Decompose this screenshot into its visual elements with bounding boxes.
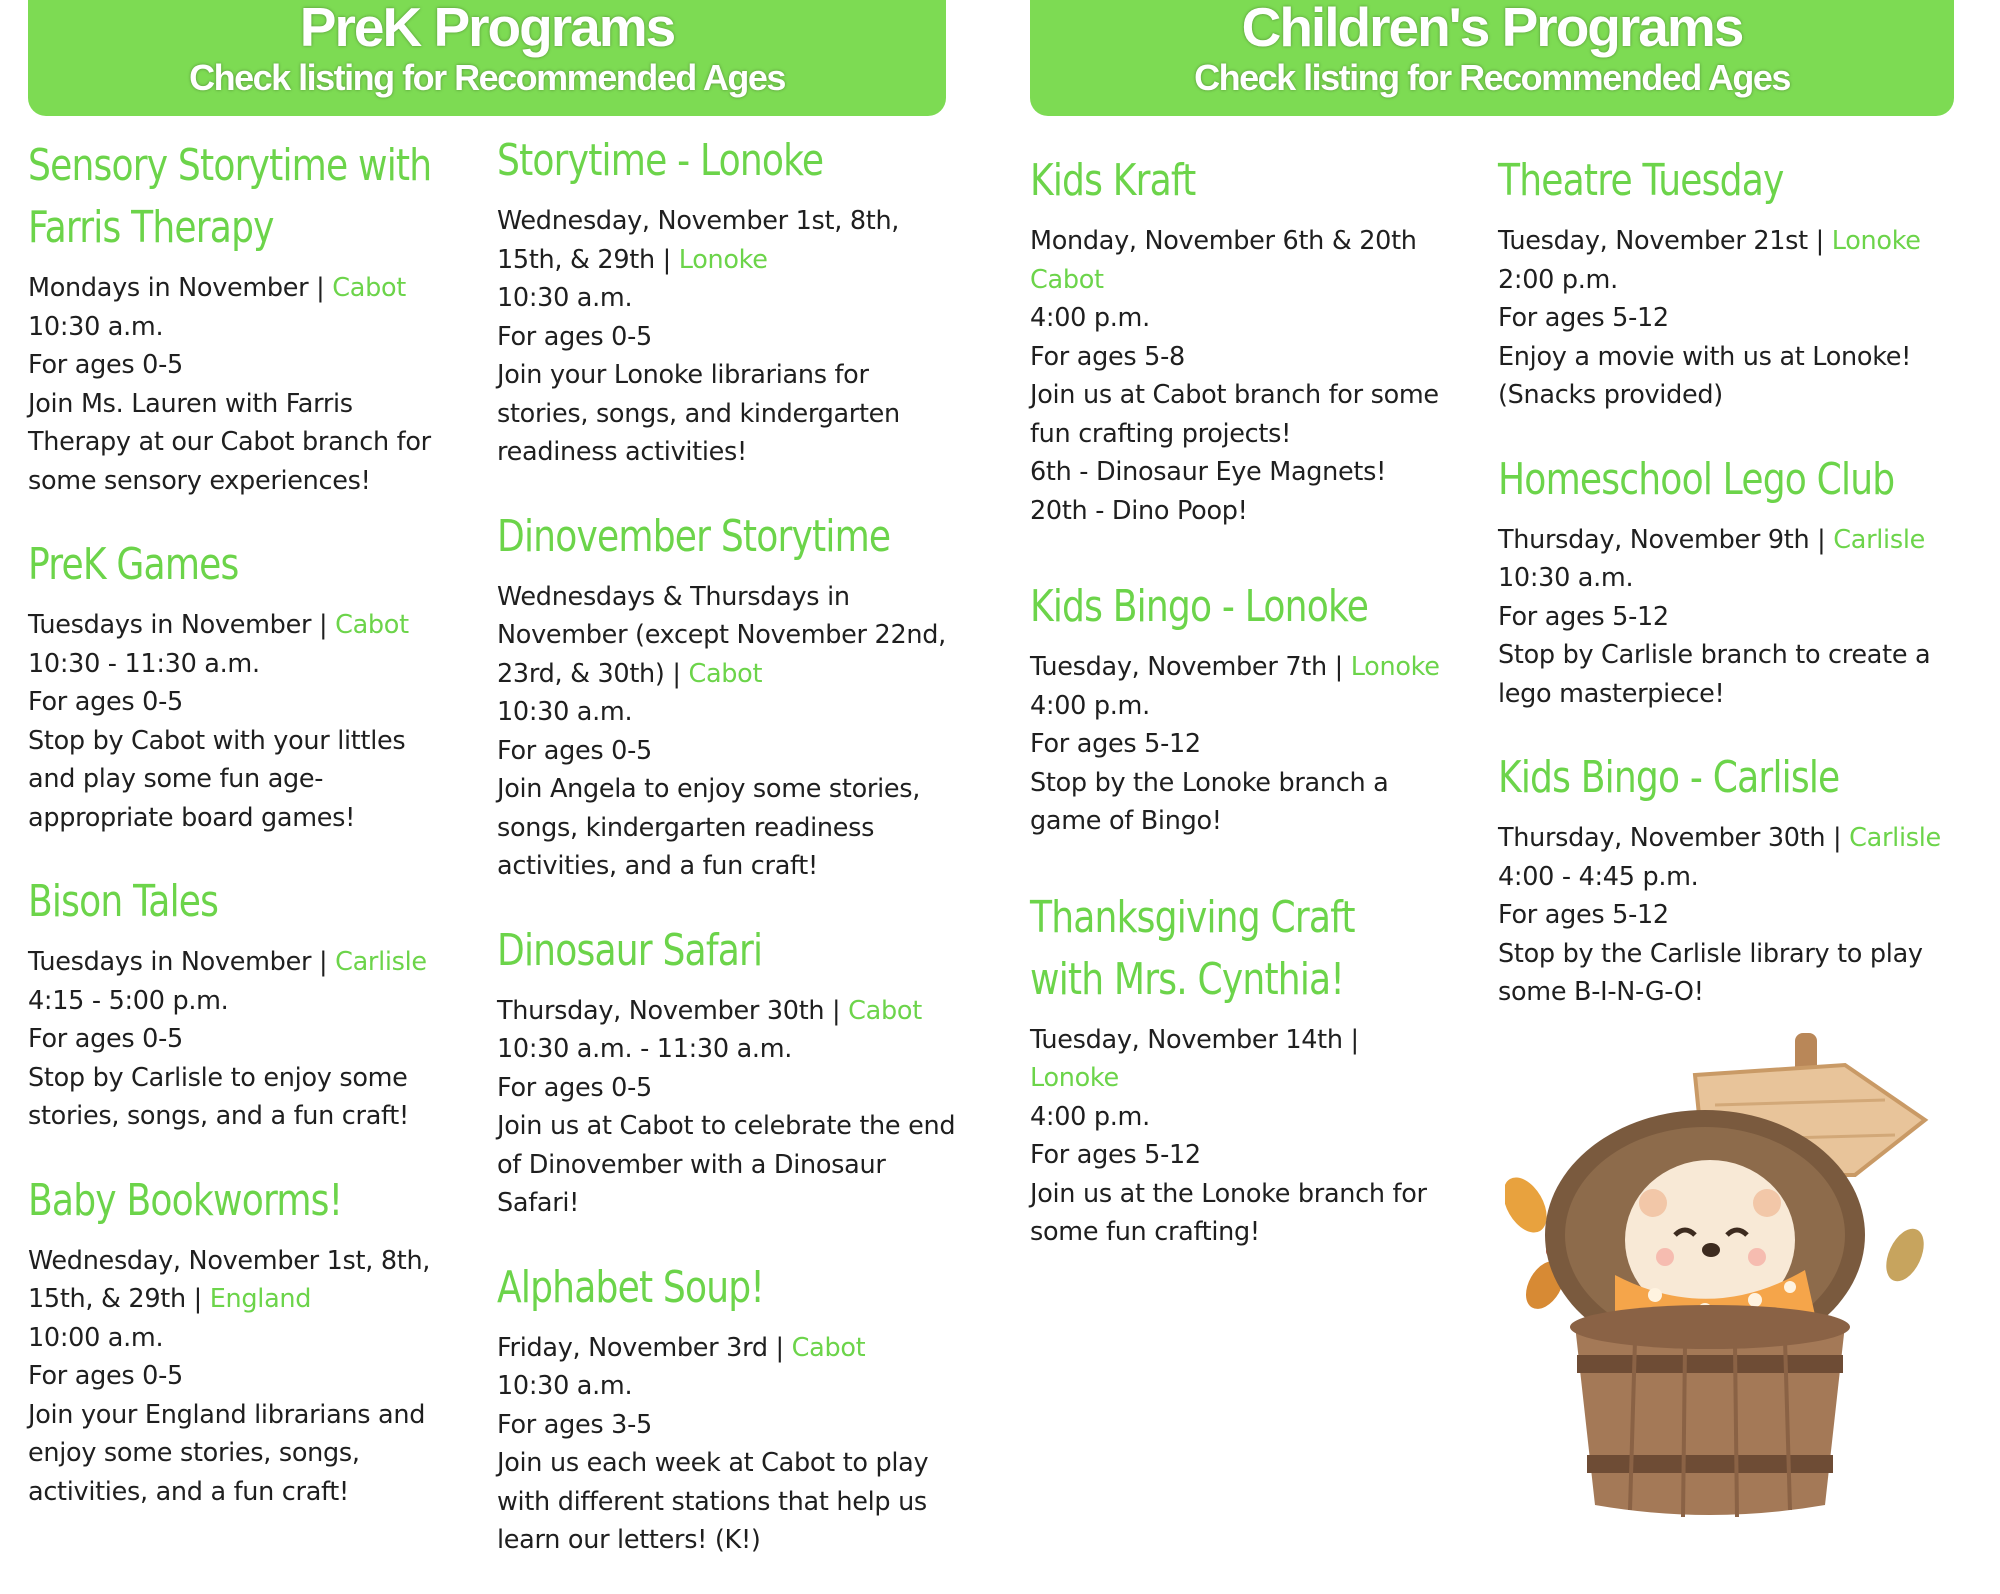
prek-column-left [28, 135, 458, 1545]
program-bison-tales [28, 871, 458, 1136]
program-date [28, 606, 458, 645]
children-banner-title: Children's Programs [1241, 0, 1743, 58]
program-title: PreK Games [28, 539, 239, 590]
program-title: Kids Bingo - Carlisle [1498, 752, 1840, 803]
program-when: Tuesdays in November | [28, 947, 328, 977]
program-ages: For ages 5-12 [1498, 601, 1669, 632]
program-description: Join us at the Lonoke branch for some fun crafting! [1030, 1178, 1427, 1247]
program-ages: For ages 0-5 [28, 1361, 183, 1391]
program-prek-games [28, 534, 458, 837]
program-ages: For ages 0-5 [28, 687, 183, 717]
program-when: Mondays in November | [28, 273, 325, 303]
children-banner [1030, 0, 1954, 116]
program-location: Carlisle [1833, 524, 1925, 555]
program-when: Thursday, November 30th | [497, 995, 841, 1026]
program-ages: For ages 0-5 [28, 1024, 183, 1054]
program-title: Dinovember Storytime [497, 510, 891, 562]
children-column-right [1498, 150, 1968, 1046]
program-ages: For ages 5-8 [1030, 341, 1185, 372]
program-description: Join us each week at Cabot to play with different stations that help us learn our letters! (K!) [497, 1448, 929, 1555]
program-sensory-storytime [28, 135, 458, 500]
program-baby-bookworms [28, 1170, 458, 1512]
program-detail: 20th - Dino Poop! [1030, 495, 1248, 526]
program-date [497, 992, 957, 1031]
program-description: Join your Lonoke librarians for stories, songs, and kindergarten readiness activities! [497, 360, 900, 467]
program-description: Stop by the Lonoke branch a game of Bingo! [1030, 767, 1389, 836]
program-description: Stop by the Carlisle library to play some B-I-N-G-O! [1498, 938, 1923, 1007]
program-title: Sensory Storytime with Farris Therapy [28, 140, 432, 253]
program-ages: For ages 5-12 [1030, 1140, 1201, 1170]
program-location: Cabot [335, 610, 409, 640]
prek-banner-subtitle: Check listing for Recommended Ages [189, 57, 785, 98]
program-location: England [209, 1284, 312, 1314]
program-title: Dinosaur Safari [497, 924, 763, 976]
prek-banner-title: PreK Programs [299, 0, 675, 58]
program-kids-bingo-carlisle [1498, 747, 1968, 1012]
program-title: Baby Bookworms! [28, 1174, 343, 1226]
program-time: 10:30 - 11:30 a.m. [28, 648, 260, 679]
prek-banner [28, 0, 946, 116]
program-date [497, 1329, 957, 1368]
program-date [1498, 819, 1968, 858]
program-title: Thanksgiving Craft with Mrs. Cynthia! [1030, 891, 1355, 1005]
program-when: Wednesday, November 1st, 8th, 15th, & 29th | [28, 1245, 431, 1314]
program-kids-bingo-lonoke [1030, 576, 1460, 841]
program-location: Carlisle [1849, 823, 1941, 853]
program-when: Tuesday, November 7th | [1030, 652, 1343, 682]
children-banner-subtitle: Check listing for Recommended Ages [1194, 57, 1790, 98]
program-detail: 6th - Dinosaur Eye Magnets! [1030, 457, 1387, 487]
program-date [1498, 521, 1968, 560]
program-location: Lonoke [678, 244, 768, 275]
program-date: Monday, November 6th & 20th [1030, 226, 1417, 256]
program-when: Tuesday, November 14th | [1030, 1024, 1359, 1055]
program-location: Cabot [332, 273, 406, 303]
program-description: Join Ms. Lauren with Farris Therapy at our Cabot branch for some sensory experiences! [28, 388, 431, 496]
program-when: Wednesdays & Thursdays in November (except November 22nd, 23rd, & 30th) | [497, 581, 946, 689]
program-time: 10:30 a.m. [1498, 563, 1634, 593]
program-description: Join your England librarians and enjoy some stories, songs, activities, and a fun craft! [28, 1399, 426, 1507]
program-description: Join us at Cabot branch for some fun crafting projects! [1030, 380, 1439, 449]
program-dinovember-storytime [497, 506, 957, 886]
program-location: Lonoke [1030, 1063, 1119, 1093]
program-location: Cabot [848, 995, 922, 1026]
program-ages: For ages 5-12 [1030, 729, 1201, 759]
program-time: 10:30 a.m. [497, 697, 633, 727]
program-time: 10:30 a.m. - 11:30 a.m. [497, 1034, 793, 1064]
program-location: Lonoke [1350, 652, 1440, 682]
program-ages: For ages 0-5 [28, 350, 183, 380]
program-ages: For ages 0-5 [497, 735, 652, 766]
program-date [28, 943, 458, 982]
program-date [1030, 1021, 1430, 1098]
program-when: Tuesdays in November | [28, 610, 328, 640]
program-description: Join Angela to enjoy some stories, songs, kindergarten readiness activities, and a fun craft! [497, 774, 921, 881]
program-alphabet-soup [497, 1257, 957, 1560]
program-description: Enjoy a movie with us at Lonoke! (Snacks provided) [1498, 341, 1912, 410]
program-title: Homeschool Lego Club [1498, 453, 1895, 505]
program-homeschool-lego-club [1498, 449, 1968, 714]
program-date [1498, 222, 1968, 261]
program-time: 10:30 a.m. [497, 283, 633, 313]
program-title: Theatre Tuesday [1498, 155, 1784, 206]
program-theatre-tuesday [1498, 150, 1968, 415]
program-title: Bison Tales [28, 876, 219, 927]
program-thanksgiving-craft [1030, 887, 1430, 1252]
hedgehog-barrel-illustration [1505, 1025, 1945, 1525]
program-time: 10:30 a.m. [28, 311, 164, 342]
program-location: Cabot [1030, 264, 1104, 295]
program-location: Cabot [688, 658, 763, 689]
program-ages: For ages 5-12 [1498, 303, 1669, 333]
program-time: 10:00 a.m. [28, 1322, 164, 1353]
barrel-icon [1575, 1325, 1845, 1515]
program-date [1030, 648, 1460, 687]
program-when: Thursday, November 30th | [1498, 823, 1842, 853]
program-location: Carlisle [335, 947, 427, 977]
program-ages: For ages 0-5 [497, 321, 652, 352]
program-storytime-lonoke [497, 130, 957, 472]
prek-column-right [497, 130, 957, 1594]
program-title: Kids Kraft [1030, 155, 1196, 206]
program-time: 4:00 p.m. [1030, 1101, 1150, 1132]
program-when: Thursday, November 9th | [1498, 524, 1826, 555]
program-time: 2:00 p.m. [1498, 264, 1618, 295]
program-ages: For ages 5-12 [1498, 900, 1669, 930]
program-date [28, 1242, 458, 1319]
program-title: Storytime - Lonoke [497, 135, 824, 186]
program-time: 4:00 - 4:45 p.m. [1498, 861, 1699, 892]
children-column-left [1030, 150, 1460, 1286]
program-location: Cabot [791, 1332, 866, 1363]
leaf-icon [1879, 1223, 1932, 1287]
program-time: 4:00 p.m. [1030, 690, 1150, 721]
program-time: 4:15 - 5:00 p.m. [28, 985, 229, 1016]
program-time: 10:30 a.m. [497, 1371, 633, 1401]
program-title: Alphabet Soup! [497, 1261, 765, 1313]
program-description: Stop by Cabot with your littles and play some fun age-appropriate board games! [28, 725, 406, 833]
program-date [497, 202, 957, 279]
program-dinosaur-safari [497, 920, 957, 1223]
program-when: Wednesday, November 1st, 8th, 15th, & 29th | [497, 206, 900, 275]
program-kids-kraft [1030, 150, 1460, 530]
program-location: Lonoke [1831, 226, 1921, 256]
program-description: Stop by Carlisle branch to create a lego masterpiece! [1498, 640, 1931, 709]
program-ages: For ages 0-5 [497, 1072, 652, 1103]
program-when: Tuesday, November 21st | [1498, 226, 1824, 256]
program-date [497, 578, 957, 694]
program-description: Join us at Cabot to celebrate the end of Dinovember with a Dinosaur Safari! [497, 1111, 956, 1218]
program-when: Friday, November 3rd | [497, 1332, 784, 1363]
program-date [28, 269, 458, 308]
program-time: 4:00 p.m. [1030, 303, 1150, 333]
program-ages: For ages 3-5 [497, 1409, 652, 1440]
program-description: Stop by Carlisle to enjoy some stories, songs, and a fun craft! [28, 1062, 409, 1131]
program-title: Kids Bingo - Lonoke [1030, 581, 1369, 632]
